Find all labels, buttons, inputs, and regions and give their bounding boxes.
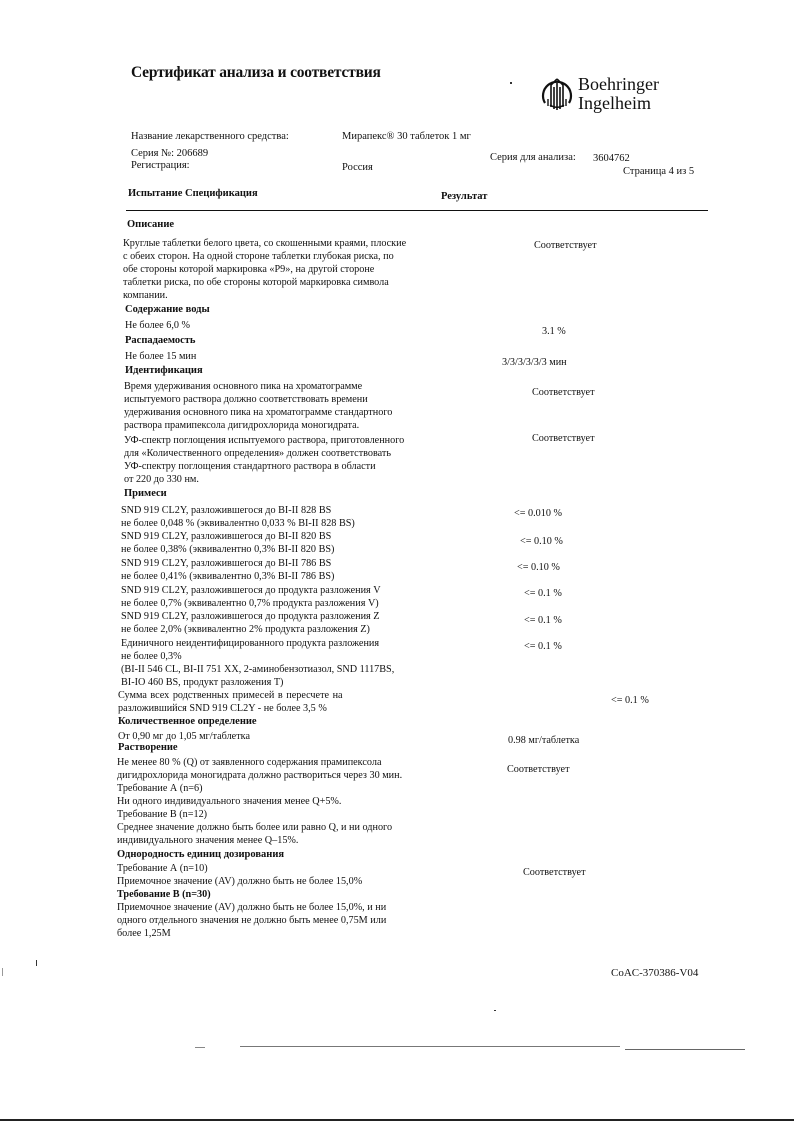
company-logo [540, 73, 659, 115]
section-title-uniformity: Однородность единиц дозирования [117, 849, 285, 860]
impurity-item: SND 919 CL2Y, разложившегося до продукта разложения Z не более 2,0% (эквивалентно 2% продукта разложения Z) [121, 611, 380, 635]
scan-dot [510, 82, 512, 84]
registration-value: Россия [342, 162, 373, 173]
water-result: 3.1 % [542, 326, 566, 337]
section-title-identification: Идентификация [125, 365, 203, 376]
assay-spec: От 0,90 мг до 1,05 мг/таблетка [118, 731, 250, 742]
header-divider [126, 210, 708, 211]
section-title-description: Описание [127, 219, 175, 230]
section-title-impurities: Примеси [124, 488, 167, 499]
impurity-sum-result: <= 0.1 % [611, 695, 649, 706]
series-label: Серия №: 206689 [131, 148, 209, 159]
impurity-result: <= 0.10 % [520, 536, 563, 547]
section-title-water: Содержание воды [125, 304, 210, 315]
bottom-edge-line [0, 1119, 794, 1121]
drug-name-label: Название лекарственного средства: [131, 131, 289, 142]
page-number: Страница 4 из 5 [623, 166, 695, 177]
identification-uv-result: Соответствует [532, 433, 595, 444]
boehringer-ingelheim-logo-icon [540, 73, 574, 115]
registration-label: Регистрация: [131, 160, 190, 171]
column-test-spec: Испытание Спецификация [128, 188, 258, 199]
document-title: Сертификат анализа и соответствия [131, 64, 381, 81]
uniformity-text: Требование А (n=10) Приемочное значение (AV) должно быть не более 15,0% Требование В (n=30) Приемочное значение (AV) должно быть не более 15,0%, и ни одного отдельного значения не должно быть менее 0,75M или более 1,25M [117, 863, 387, 939]
uniformity-result: Соответствует [523, 867, 586, 878]
scan-line [625, 1049, 745, 1050]
scan-line [240, 1046, 620, 1047]
impurity-result: <= 0.1 % [524, 588, 562, 599]
logo-line-1: Boehringer [578, 74, 659, 94]
column-result: Результат [441, 191, 488, 202]
section-title-dissolution: Растворение [118, 742, 178, 753]
disintegration-result: 3/3/3/3/3/3 мин [502, 357, 567, 368]
description-text: Круглые таблетки белого цвета, со скошенными краями, плоские с обеих сторон. На одной стороне таблетки глубокая риска, по обе стороны которой маркировка «Р9», на другой стороне таблетки риска, по обе стороны которой маркировка символа компании. [123, 238, 407, 301]
impurity-sum-text: Сумма всех родственных примесей в пересчете на разложившийся SND 919 CL2Y - не более 3,5 % [118, 690, 343, 714]
dissolution-result: Соответствует [507, 764, 570, 775]
impurity-item: SND 919 CL2Y, разложившегося до BI-II 820 BS не более 0,38% (эквивалентно 0,3% BI-II 820 BS) [121, 531, 335, 555]
dissolution-text: Не менее 80 % (Q) от заявленного содержания прамипексола дигидрохлорида моногидрата должно раствориться через 30 мин. Требование А (n=6) Ни одного индивидуального значения менее Q+5%. Требование В (n=12) Среднее значение должно быть более или равно Q, и ни одного индивидуального значения менее Q–15%. [117, 757, 403, 846]
impurity-item: SND 919 CL2Y, разложившегося до BI-II 828 BS не более 0,048 % (эквивалентно 0,033 % BI-II 828 BS) [121, 505, 355, 529]
section-title-assay: Количественное определение [118, 716, 257, 727]
impurity-result: <= 0.1 % [524, 641, 562, 652]
impurity-item: SND 919 CL2Y, разложившегося до продукта разложения V не более 0,7% (эквивалентно 0,7% продукта разложения V) [121, 585, 381, 609]
scan-mark [36, 960, 37, 966]
impurity-result: <= 0.010 % [514, 508, 562, 519]
impurity-item: Единичного неидентифицированного продукта разложения не более 0,3% (BI-II 546 CL, BI-II 751 XX, 2-аминобензотиазол, SND 1117BS, BI-IO 460 BS, продукт разложения T) [121, 638, 395, 688]
identification-uv-text: УФ-спектр поглощения испытуемого раствора, приготовленного для «Количественного определения» должен соответствовать УФ-спектру поглощения стандартного раствора в области от 220 до 330 нм. [124, 435, 405, 485]
impurity-item: SND 919 CL2Y, разложившегося до BI-II 786 BS не более 0,41% (эквивалентно 0,3% BI-II 786 BS) [121, 558, 335, 582]
impurity-result: <= 0.1 % [524, 615, 562, 626]
scan-mark [2, 968, 3, 976]
description-result: Соответствует [534, 240, 597, 251]
water-spec: Не более 6,0 % [125, 320, 191, 331]
scan-line [195, 1047, 205, 1048]
analysis-series-value: 3604762 [593, 153, 630, 164]
disintegration-spec: Не более 15 мин [125, 351, 197, 362]
identification-hplc-text: Время удерживания основного пика на хроматограмме испытуемого раствора должно соответствовать времени удерживания основного пика на хроматограмме стандартного раствора прамипексола дигидрохлорида моногидрата. [124, 381, 393, 431]
assay-result: 0.98 мг/таблетка [508, 735, 580, 746]
section-title-disintegration: Распадаемость [125, 335, 196, 346]
identification-hplc-result: Соответствует [532, 387, 595, 398]
document-code: CoAC-370386-V04 [611, 967, 699, 979]
drug-name-value: Мирапекс® 30 таблеток 1 мг [342, 131, 471, 142]
scan-dot [494, 1010, 496, 1011]
impurity-result: <= 0.10 % [517, 562, 560, 573]
analysis-series-label: Серия для анализа: [490, 152, 576, 163]
logo-line-2: Ingelheim [578, 93, 651, 113]
